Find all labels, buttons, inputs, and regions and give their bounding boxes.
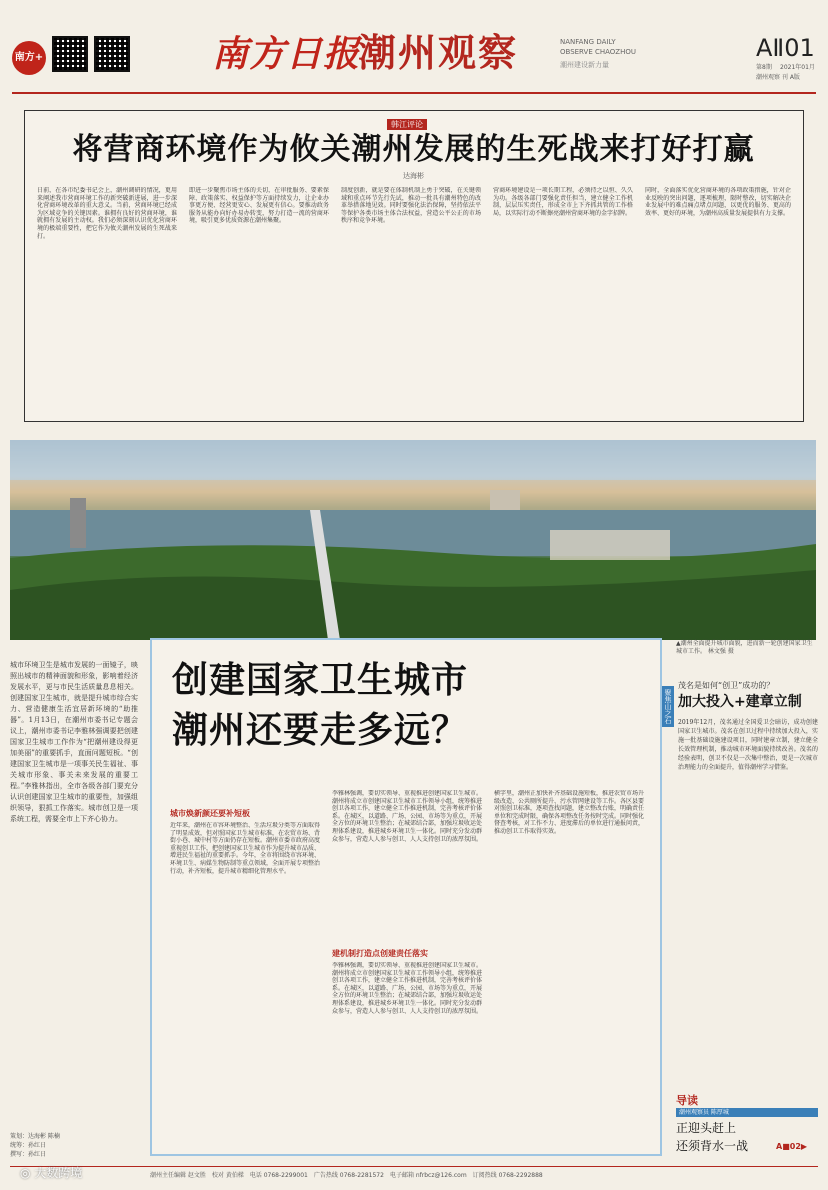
footer-rule <box>10 1166 818 1167</box>
commentary-author: 达海彬 <box>403 172 424 180</box>
subhead-2: 建机制打造点创建责任落实 <box>332 949 428 958</box>
qr-code-icon <box>94 36 130 72</box>
sidebar-text: 2019年12月，茂名通过全国爱卫会暗访，成功创建国家卫生城市。茂名在创卫过程中持续加大投入，实施一批基础设施建设项目，同时建章立制，建立健全长效管理机制，推动城市环境面貌持续改善。茂名的经验表明，创卫不仅是一次集中整治，更是一次城市治理能力的全面提升，值得潮州学习借鉴。 <box>678 719 818 771</box>
left-byline: 策划：达海彬 陈楠 统筹：孙红日 撰写：孙红日 <box>10 1133 60 1158</box>
feature-column-2b: 李雅林强调，要切实领导、重视推进创建国家卫生城市。潮州将成立市创建国家卫生城市工作领导小组，统筹推进创卫各项工作，建立健全工作推进机制，完善考核评价体系。在城区，以道路、广场、公园、市场等为重点，开展全方位的环境卫生整治；在城郊结合部，加强垃圾收运处理体系建设，推进城乡环境卫生一体化。同时充分发动群众参与，营造人人参与创卫、人人支持创卫的浓厚氛围。 <box>332 962 482 1015</box>
english-name-2: OBSERVE CHAOZHOU <box>560 48 636 56</box>
english-name-1: NANFANG DAILY <box>560 38 616 46</box>
daodu-page: A■02▶ <box>776 1142 808 1151</box>
slogan: 潮州建设新力量 <box>560 61 609 69</box>
left-lead-text: 城市环境卫生是城市发展的一面镜子，映照出城市的精神面貌和形象，影响着经济发展水平，更与市民生活质量息息相关。创建国家卫生城市，就是提升城市综合实力、营造健康生活宜居新环境的“助推器”。1月13日，在潮州市委书记专题会议上，潮州市委书记李雅林强调要把创建国家卫生城市工作作为“把潮州建设得更加美丽”的重要抓手，直面问题短板。“创建国家卫生城市是一项事关民生福祉、事关城市形象、事关未来发展的重要工程。”李雅林指出，全市各级各部门要充分认识创建国家卫生城市的重要性，加强组织领导，狠抓工作落实。城市创卫是一项系统工程，需要全市上下齐心协力。 <box>10 661 138 823</box>
commentary-column: 制度创新，就是要在体制机制上勇于突破，在关键领域和重点环节先行先试，推动一批具有潮州特色的改革举措落地见效。同时要强化法治保障，坚持依法平等保护各类市场主体合法权益，营造公平公正的市场秩序和竞争环境。 <box>341 187 481 225</box>
feature-column-3: 横字里，潮州正加快补齐基础设施短板，推进农贸市场升级改造、公共厕所提升、污水管网建设等工作。各区县要对照创卫标准，逐项查找问题，建立整改台账，明确责任单位和完成时限，确保各项整改任务按时完成。同时强化督查考核，对工作不力、进度滞后的单位进行通报问责，推动创卫工作取得实效。 <box>494 790 644 835</box>
nanfang-plus-logo: 南方+ <box>12 41 46 75</box>
kicker-label: 聚焦山之石 <box>662 686 674 727</box>
daodu-label: 导读 <box>676 1094 698 1107</box>
commentary-tag: 韩江评论 <box>387 119 427 130</box>
photo-scenery <box>10 440 816 640</box>
sidebar-title: 加大投入+建章立制 <box>678 694 802 710</box>
daodu-line-1: 正迎头赶上 <box>676 1121 737 1135</box>
commentary-column: 即进一步聚焦市场主体的关切，在审批服务、要素保障、政策落实、权益保护等方面持续发力，让企业办事更方便、经营更安心、发展更有信心。要推动政务服务从能办向好办易办转变，努力打造一流的营商环境，吸引更多优质资源在潮州集聚。 <box>189 187 329 225</box>
commentary-column: 同时，全面落实优化营商环境的各项政策措施，针对企业反映的突出问题，逐项梳理，限时整改，切实解决企业发展中的难点痛点堵点问题，以更优的服务、更高的效率、更好的环境，为潮州高质量发展提供有力支撑。 <box>645 187 791 217</box>
section-title: 潮州观察 <box>358 30 519 75</box>
feature-box <box>150 638 662 1156</box>
paper-name: 南方日报 <box>212 33 361 75</box>
daodu-source: 潮州观察员 陈厚城 <box>676 1108 818 1117</box>
issue-line: 第8期 <box>756 64 772 71</box>
issue-edition: 潮州观察 刊 A版 <box>756 74 800 81</box>
masthead-rule <box>12 92 816 94</box>
photo-caption: ▲潮州全面提升城市面貌，进而新一轮创建国家卫生城市工作。 林文强 摄 <box>676 640 813 655</box>
city-aerial-photo <box>10 440 816 640</box>
watermark <box>20 1164 82 1181</box>
watermark-icon: ◎ <box>20 1166 35 1180</box>
watermark-text: 大数跨境 <box>34 1166 83 1180</box>
page-number: AⅡ01 <box>756 34 815 62</box>
feature-column-2: 李雅林强调，要切实领导、重视推进创建国家卫生城市。潮州将成立市创建国家卫生城市工作领导小组，统筹推进创卫各项工作，建立健全工作推进机制，完善考核评价体系。在城区，以道路、广场、公园、市场等为重点，开展全方位的环境卫生整治；在城郊结合部，加强垃圾收运处理体系建设，推进城乡环境卫生一体化。同时充分发动群众参与，营造人人参与创卫、人人支持创卫的浓厚氛围。 <box>332 790 482 843</box>
feature-column-1: 近年来，潮州在市容环境整治、生活垃圾分类等方面取得了明显成效，但对照国家卫生城市标准，在农贸市场、背街小巷、城中村等方面仍存在短板。潮州市委市政府高度重视创卫工作，把创建国家卫生城市作为提升城市品质、增进民生福祉的重要抓手。今年，全市将围绕市容环境、环境卫生、病媒生物防制等重点领域，全面开展专项整治行动，补齐短板，提升城市精细化管理水平。 <box>170 822 320 875</box>
masthead <box>0 0 828 98</box>
issue-date: 2021年01月 <box>780 64 815 71</box>
commentary-column: 日前，在各市纪委书记会上，潮州调研的情况，更用来阐述我市营商环境工作的新突破新进展，进一步深化营商环境改革的重大意义。当前，营商环境已经成为区域竞争的关键因素。谁拥有良好的营商环境，谁就拥有发展的主动权。我们必须深刻认识优化营商环境的极端重要性，把它作为攸关潮州发展的生死战来打。 <box>37 187 177 240</box>
qr-code-icon <box>52 36 88 72</box>
daodu-line-2: 还须背水一战 <box>676 1139 749 1153</box>
feature-headline-1: 创建国家卫生城市 <box>172 659 469 701</box>
commentary-column: 营商环境建设是一项长期工程，必须持之以恒、久久为功。各级各部门要强化责任担当，建立健全工作机制，层层压实责任，形成全市上下齐抓共管的工作格局，以实际行动不断擦亮潮州营商环境的金字招牌。 <box>493 187 633 217</box>
feature-headline-2: 潮州还要走多远？ <box>172 709 469 751</box>
commentary-headline: 将营商环境作为攸关潮州发展的生死战来打好打赢 <box>72 132 755 167</box>
commentary-box <box>24 110 804 422</box>
subhead-1: 城市焕新颜还要补短板 <box>170 809 250 818</box>
footer-text: 潮州主任编辑 赵文胜 校对 黄伯樑 电话 0768-2299001 广告热线 0768-2281572 电子邮箱 nfrbcz@126.com 订阅热线 0768-2292888 <box>150 1172 543 1179</box>
sidebar-question: 茂名是如何“创卫”成功的？ <box>678 681 775 690</box>
daodu-box[interactable] <box>676 1092 818 1162</box>
